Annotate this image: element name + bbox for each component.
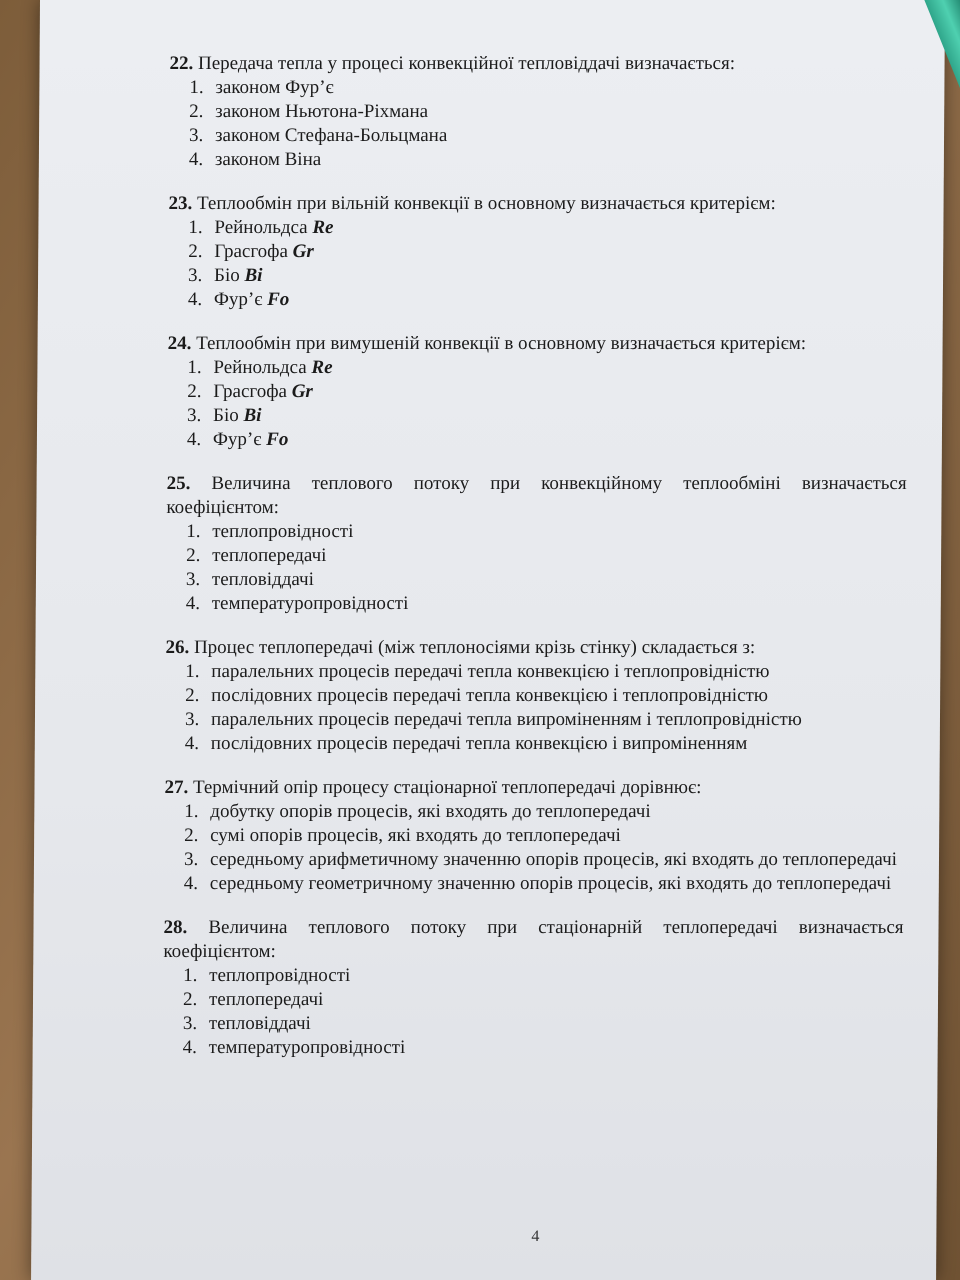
option-text-wrap: [215, 76, 909, 100]
option-text: законом Фур’є: [215, 77, 334, 98]
option-number: 1.: [189, 77, 204, 98]
option-number: 4.: [186, 429, 202, 450]
option-text: Рейнольдса: [213, 357, 312, 378]
option-number: 2.: [187, 381, 202, 402]
question-text-line: [164, 776, 904, 800]
option-text-wrap: [213, 404, 907, 428]
criterion-symbol: Fo: [266, 429, 289, 450]
option-text-wrap: [210, 872, 904, 896]
answer-option: [164, 824, 904, 848]
option-text-wrap: [209, 1012, 903, 1036]
question-text: Теплообмін при вільній конвекції в основному визначається критерієм:: [197, 193, 776, 214]
question-number: 25.: [166, 473, 191, 494]
option-number: 1.: [184, 801, 199, 822]
option-text: законом Стефана-Больцмана: [214, 125, 448, 146]
option-text: Грасгофа: [214, 241, 293, 262]
option-number: 3.: [182, 1013, 198, 1034]
question-22: [169, 52, 910, 172]
option-text-wrap: [213, 356, 907, 380]
question-text: Величина теплового потоку при конвекційному теплообміні визначається коефіцієнтом:: [166, 473, 907, 518]
answer-option: [166, 520, 906, 544]
option-text-wrap: [212, 544, 906, 568]
answer-option: [169, 100, 909, 124]
option-text-wrap: [210, 800, 904, 824]
option-number: 2.: [184, 825, 199, 846]
criterion-symbol: Re: [312, 217, 334, 238]
option-number: 3.: [184, 709, 200, 730]
answer-options: [166, 520, 907, 616]
option-text: Біо: [213, 405, 244, 426]
option-text-wrap: [210, 848, 904, 872]
answer-options: [168, 216, 909, 312]
option-text: Фур’є: [213, 289, 268, 310]
question-28: [163, 916, 904, 1060]
option-text-wrap: [214, 216, 908, 240]
answer-option: [165, 684, 905, 708]
option-text-wrap: [211, 684, 905, 708]
question-text-line: [166, 472, 906, 520]
question-number: 22.: [169, 53, 194, 74]
criterion-symbol: Fo: [267, 289, 290, 310]
answer-option: [163, 988, 903, 1012]
answer-option: [164, 872, 904, 896]
option-number: 2.: [185, 685, 200, 706]
option-number: 4.: [183, 873, 199, 894]
option-text-wrap: [211, 660, 905, 684]
option-text-wrap: [213, 428, 907, 452]
answer-option: [168, 216, 908, 240]
option-text: законом Віна: [214, 149, 322, 170]
question-text-line: [163, 916, 903, 964]
option-number: 3.: [185, 569, 201, 590]
question-text-line: [168, 332, 908, 356]
option-text-wrap: [214, 240, 908, 264]
question-text-line: [168, 192, 908, 216]
option-text-wrap: [211, 732, 905, 756]
option-number: 1.: [187, 357, 202, 378]
answer-option: [169, 148, 909, 172]
question-number: 26.: [165, 637, 190, 658]
answer-option: [165, 732, 905, 756]
option-number: 2.: [188, 241, 203, 262]
option-number: 2.: [189, 101, 204, 122]
option-text: добутку опорів процесів, які входять до теплопередачі: [210, 801, 651, 822]
option-text: температуропровідності: [211, 593, 409, 614]
option-text: теплопередачі: [208, 989, 324, 1010]
option-number: 1.: [183, 965, 198, 986]
question-27: [164, 776, 905, 896]
question-text: Термічний опір процесу стаціонарної теплопередачі дорівнює:: [192, 777, 702, 798]
option-text-wrap: [213, 380, 907, 404]
answer-options: [165, 660, 906, 756]
option-text: Грасгофа: [213, 381, 292, 402]
answer-option: [168, 288, 908, 312]
option-text: тепловіддачі: [211, 569, 315, 590]
option-text-wrap: [212, 592, 906, 616]
option-text: теплопровідності: [209, 965, 351, 986]
option-number: 1.: [186, 521, 201, 542]
criterion-symbol: Bi: [243, 405, 262, 426]
option-text-wrap: [211, 708, 905, 732]
option-text-wrap: [215, 124, 909, 148]
option-number: 3.: [183, 849, 199, 870]
criterion-symbol: Bi: [244, 265, 263, 286]
option-number: 3.: [188, 125, 204, 146]
answer-option: [169, 124, 909, 148]
option-text: Фур’є: [212, 429, 267, 450]
option-text-wrap: [210, 824, 904, 848]
question-23: [168, 192, 909, 312]
answer-option: [166, 544, 906, 568]
option-text: Рейнольдса: [214, 217, 313, 238]
criterion-symbol: Gr: [291, 381, 313, 402]
answer-options: [164, 800, 905, 896]
question-25: [166, 472, 907, 616]
question-text: Передача тепла у процесі конвекційної тепловіддачі визначається:: [197, 53, 736, 74]
answer-option: [164, 800, 904, 824]
option-text-wrap: [209, 1036, 903, 1060]
answer-options: [169, 76, 910, 172]
answer-option: [168, 264, 908, 288]
option-number: 4.: [185, 593, 201, 614]
option-text: Біо: [214, 265, 245, 286]
criterion-symbol: Re: [311, 357, 333, 378]
question-text-line: [165, 636, 905, 660]
question-text-line: [169, 52, 909, 76]
option-text: середньому арифметичному значенню опорів процесів, які входять до теплопередачі: [209, 849, 898, 870]
answer-option: [165, 708, 905, 732]
question-text: Процес теплопередачі (між теплоносіями крізь стінку) складається з:: [193, 637, 756, 658]
answer-option: [166, 592, 906, 616]
answer-option: [166, 568, 906, 592]
question-24: [167, 332, 908, 452]
option-text-wrap: [214, 288, 908, 312]
question-number: 28.: [163, 917, 188, 938]
option-text-wrap: [215, 148, 909, 172]
option-text: середньому геометричному значенню опорів процесів, які входять до теплопередачі: [209, 873, 892, 894]
option-number: 4.: [188, 149, 204, 170]
option-text: послідовних процесів передачі тепла конвекцією і теплопровідністю: [211, 685, 769, 706]
question-text: Теплообмін при вимушеній конвекції в основному визначається критерієм:: [196, 333, 807, 354]
option-text-wrap: [212, 520, 906, 544]
page-number: 4: [531, 1228, 540, 1245]
document-page: [31, 0, 945, 1280]
answer-option: [167, 356, 907, 380]
question-text: Величина теплового потоку при стаціонарній теплопередачі визначається коефіцієнтом:: [163, 917, 904, 962]
option-text-wrap: [212, 568, 906, 592]
option-number: 2.: [182, 989, 198, 1010]
question-number: 27.: [164, 777, 189, 798]
answer-option: [163, 1036, 903, 1060]
answer-options: [167, 356, 908, 452]
question-26: [165, 636, 906, 756]
option-number: 4.: [184, 733, 200, 754]
option-text: законом Ньютона-Ріхмана: [215, 101, 429, 122]
option-number: 1.: [188, 217, 203, 238]
option-number: 1.: [185, 661, 200, 682]
option-number: 2.: [186, 545, 201, 566]
option-text: температуропровідності: [208, 1037, 406, 1058]
answer-options: [163, 964, 904, 1060]
option-text-wrap: [215, 100, 909, 124]
option-number: 3.: [188, 265, 203, 286]
answer-option: [167, 428, 907, 452]
answer-option: [163, 964, 903, 988]
option-text: теплопровідності: [212, 521, 354, 542]
answer-option: [169, 76, 909, 100]
option-text: сумі опорів процесів, які входять до теплопередачі: [210, 825, 621, 846]
answer-option: [164, 848, 904, 872]
answer-option: [167, 404, 907, 428]
option-text-wrap: [209, 988, 903, 1012]
answer-option: [168, 240, 908, 264]
option-number: 3.: [187, 405, 202, 426]
option-text: паралельних процесів передачі тепла випроміненням і теплопровідністю: [210, 709, 802, 730]
option-text-wrap: [214, 264, 908, 288]
option-text: послідовних процесів передачі тепла конвекцією і випроміненням: [210, 733, 748, 754]
option-text: тепловіддачі: [208, 1013, 311, 1034]
criterion-symbol: Gr: [292, 241, 314, 262]
question-number: 24.: [167, 333, 192, 354]
answer-option: [163, 1012, 903, 1036]
option-text-wrap: [209, 964, 903, 988]
option-number: 4.: [187, 289, 203, 310]
answer-option: [165, 660, 905, 684]
option-number: 4.: [182, 1037, 198, 1058]
option-text: паралельних процесів передачі тепла конвекцією і теплопровідністю: [211, 661, 770, 682]
question-number: 23.: [168, 193, 193, 214]
option-text: теплопередачі: [212, 545, 327, 566]
answer-option: [167, 380, 907, 404]
questions-list: [162, 52, 909, 1080]
